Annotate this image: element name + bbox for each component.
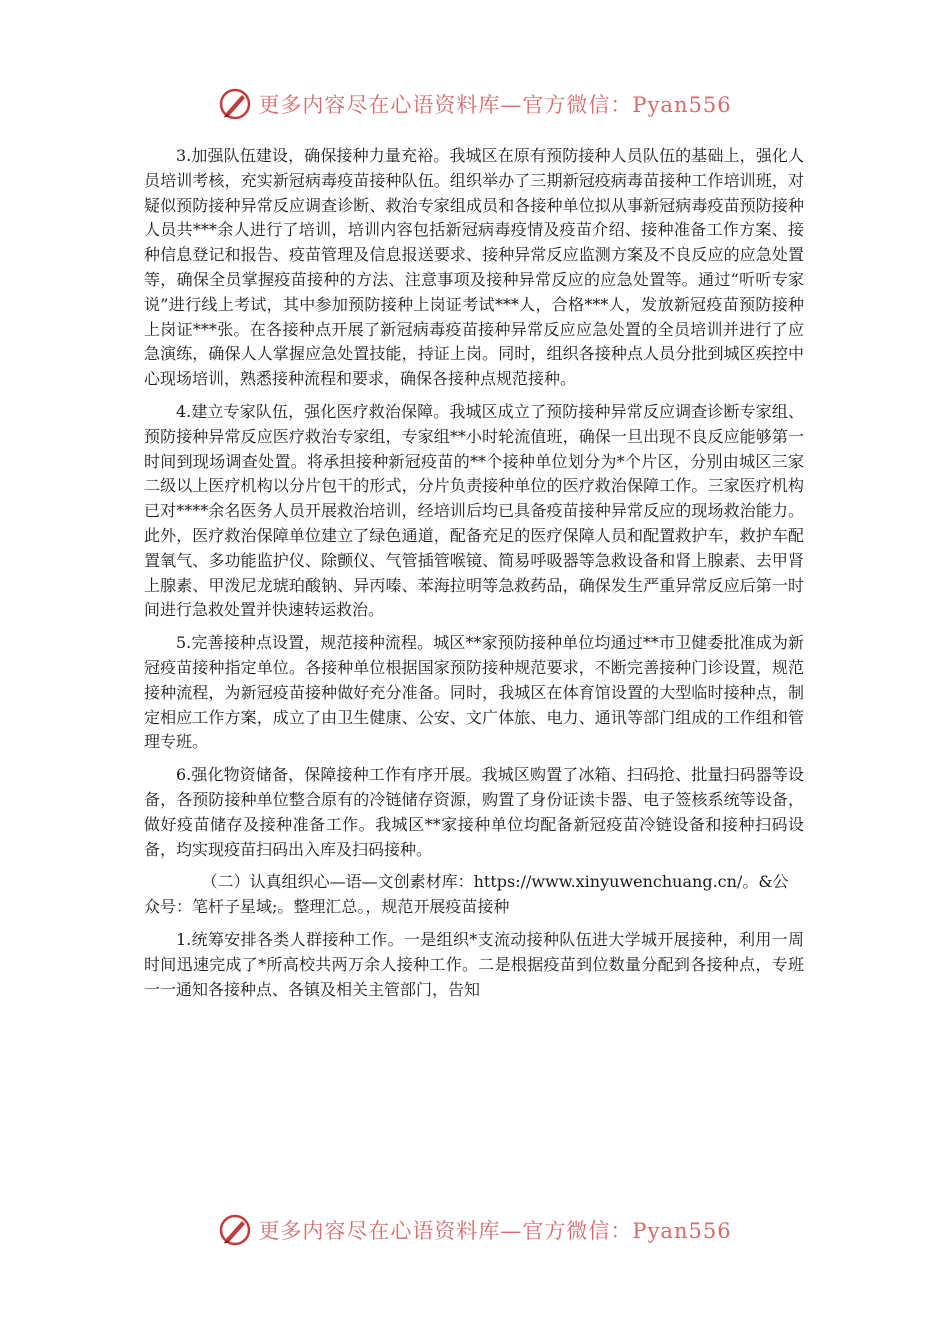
paragraph-6: 6.强化物资储备，保障接种工作有序开展。我城区购置了冰箱、扫码抢、批量扫码器等设备，各预防接种单位整合原有的冷链储存资源，购置了身份证读卡器、电子签核系统等设备，做好疫苗储存及接种准备工作。我城区**家接种单位均配备新冠疫苗冷链设备和接种扫码设备，均实现疫苗扫码出入库及扫码接种。 bbox=[144, 765, 804, 859]
brush-logo-icon bbox=[218, 87, 252, 121]
paragraph-4: 4.建立专家队伍，强化医疗救治保障。我城区成立了预防接种异常反应调查诊断专家组、预防接种异常反应医疗救治专家组，专家组**小时轮流值班，确保一旦出现不良反应能够第一时间到现场调查处置。将承担接种新冠疫苗的**个接种单位划分为*个片区，分别由城区三家二级以上医疗机构以分片包干的形式，分片负责接种单位的医疗救治保障工作。三家医疗机构已对****余名医务人员开展救治培训，经培训后均已具备疫苗接种异常反应的现场救治能力。此外，医疗救治保障单位建立了绿色通道，配备充足的医疗保障人员和配置救护车，救护车配置氧气、多功能监护仪、除颤仪、气管插管喉镜、简易呼吸器等急救设备和肾上腺素、去甲肾上腺素、甲泼尼龙琥珀酸钠、异丙嗪、苯海拉明等急救药品，确保发生严重异常反应后第一时间进行急救处置并快速转运救治。 bbox=[144, 401, 804, 620]
paragraph-5: 5.完善接种点设置，规范接种流程。城区**家预防接种单位均通过**市卫健委批准成为新冠疫苗接种指定单位。各接种单位根据国家预防接种规范要求，不断完善接种门诊设置，规范接种流程，为新冠疫苗接种做好充分准备。同时，我城区在体育馆设置的大型临时接种点，制定相应工作方案，成立了由卫生健康、公安、文广体旅、电力、通讯等部门组成的工作组和管理专班。 bbox=[144, 633, 804, 752]
document-body bbox=[144, 144, 804, 1010]
brush-logo-icon bbox=[218, 1213, 252, 1247]
header-watermark-text: 更多内容尽在心语资料库—官方微信：Pyan556 bbox=[258, 93, 732, 117]
header-watermark-banner bbox=[0, 84, 950, 124]
paragraph-final: 1.统筹安排各类人群接种工作。一是组织*支流动接种队伍进大学城开展接种，利用一周时间迅速完成了*所高校共两万余人接种工作。二是根据疫苗到位数量分配到各接种点，专班一一通知各接种点、各镇及相关主管部门，告知 bbox=[144, 929, 804, 999]
paragraph-3: 3.加强队伍建设，确保接种力量充裕。我城区在原有预防接种人员队伍的基础上，强化人员培训考核，充实新冠病毒疫苗接种队伍。组织举办了三期新冠疫病毒苗接种工作培训班，对疑似预防接种异常反应调查诊断、救治专家组成员和各接种单位拟从事新冠病毒疫苗预防接种人员共***余人进行了培训，培训内容包括新冠病毒疫情及疫苗介绍、接种准备工作方案、接种信息登记和报告、疫苗管理及信息报送要求、接种异常反应监测方案及不良反应的应急处置等，确保全员掌握疫苗接种的方法、注意事项及接种异常反应的应急处置等。通过“听听专家说”进行线上考试，其中参加预防接种上岗证考试***人，合格***人，发放新冠疫苗预防接种上岗证***张。在各接种点开展了新冠病毒疫苗接种异常反应应急处置的全员培训并进行了应急演练，确保人人掌握应急处置技能，持证上岗。同时，组织各接种点人员分批到城区疾控中心现场培训，熟悉接种流程和要求，确保各接种点规范接种。 bbox=[144, 146, 804, 389]
footer-watermark-text: 更多内容尽在心语资料库—官方微信：Pyan556 bbox=[258, 1219, 732, 1243]
footer-watermark-banner bbox=[0, 1210, 950, 1250]
section-heading: （二）认真组织心—语—文创素材库：https://www.xinyuwenchuang.cn/。&公众号：笔杆子星域;。整理汇总。，规范开展疫苗接种 bbox=[144, 872, 789, 917]
